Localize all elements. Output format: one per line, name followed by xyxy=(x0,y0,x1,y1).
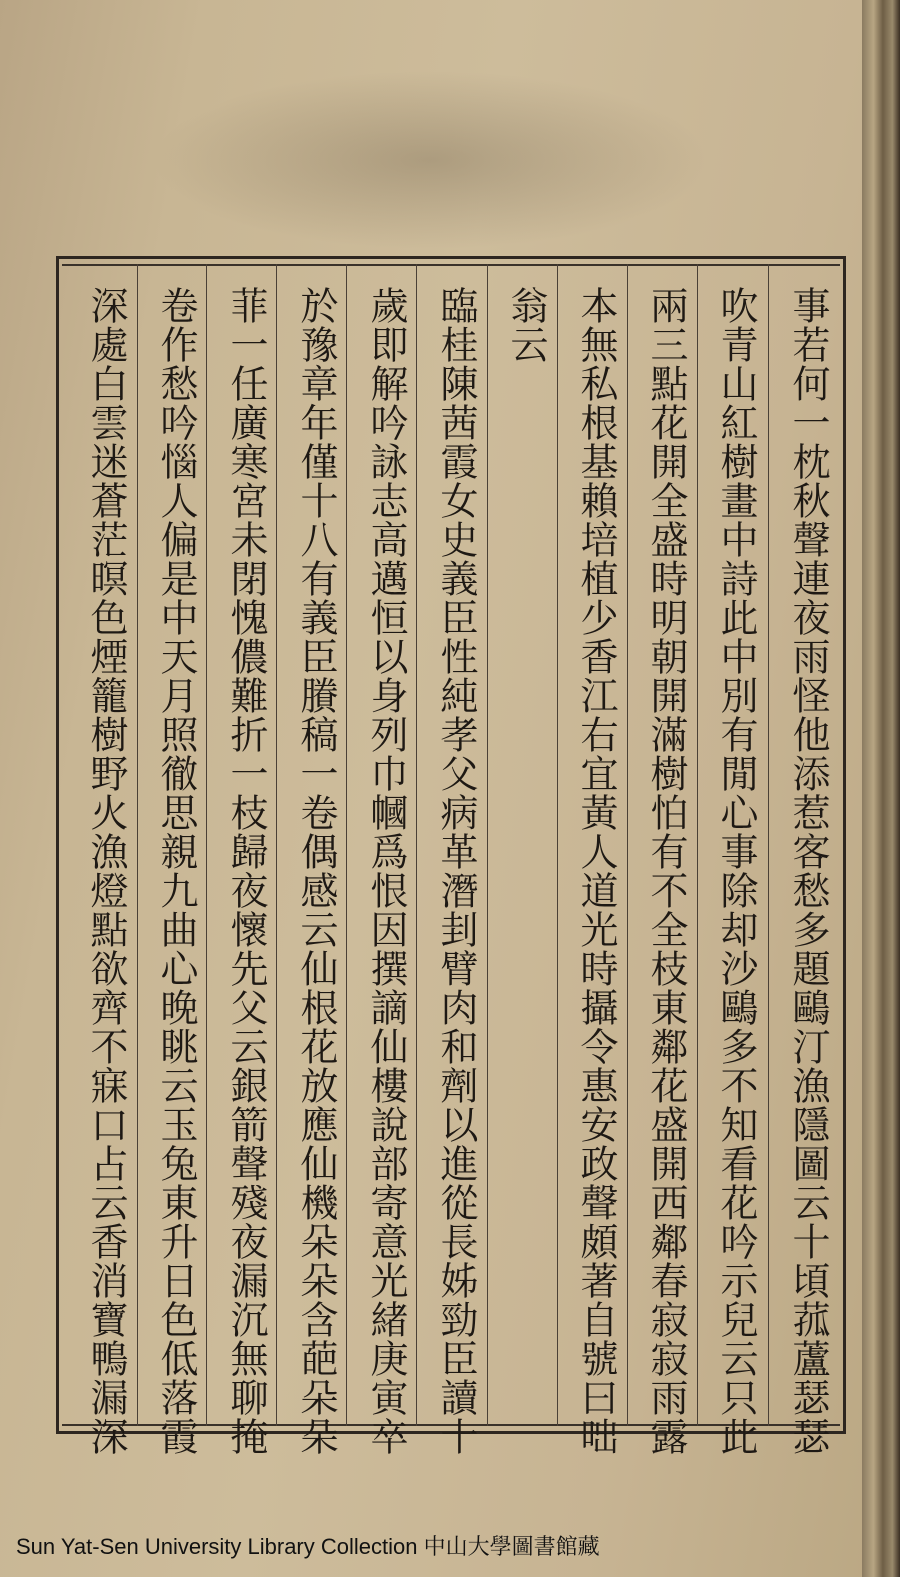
text-column-2: 吹青山紅樹畫中詩此中別有閒心事除却沙鷗多不知看花吟示兒云只此 xyxy=(714,286,758,1456)
column-rule xyxy=(697,264,698,1426)
column-rule xyxy=(627,264,628,1426)
text-column-8: 於豫章年僅十八有義臣賸稿一卷偶感云仙根花放應仙機朵朵含葩朵朵 xyxy=(294,286,338,1456)
collection-credit: Sun Yat-Sen University Library Collection 中山大學圖書館藏 xyxy=(16,1534,600,1559)
column-rule xyxy=(416,264,417,1426)
text-column-10: 卷作愁吟惱人偏是中天月照徹思親九曲心晚眺云玉兔東升日色低落霞 xyxy=(154,286,198,1456)
text-column-3: 兩三點花開全盛時明朝開滿樹怕有不全枝東鄰花盛開西鄰春寂寂雨露 xyxy=(644,286,688,1456)
text-column-7: 歲即解吟詠志高邁恒以身列巾幗爲恨因撰謫仙樓說部寄意光緒庚寅卒 xyxy=(364,286,408,1456)
column-rule xyxy=(487,264,488,1426)
text-column-1: 事若何一枕秋聲連夜雨怪他添惹客愁多題鷗汀漁隱圖云十頃菰蘆瑟瑟 xyxy=(786,286,830,1456)
text-column-4: 本無私根基賴培植少香江右宜黃人道光時攝令惠安政聲頗著自號曰咄 xyxy=(574,286,618,1456)
paper-stain xyxy=(150,70,710,250)
text-column-11: 深處白雲迷蒼茫暝色煙籠樹野火漁燈點欲齊不寐口占云香消寶鴨漏深 xyxy=(84,286,128,1456)
column-rule xyxy=(206,264,207,1426)
text-column-5: 翁云 xyxy=(504,286,548,364)
column-rule xyxy=(768,264,769,1426)
column-rule xyxy=(557,264,558,1426)
column-rule xyxy=(346,264,347,1426)
column-rule xyxy=(137,264,138,1426)
text-column-9: 菲一任廣寒宮未閉愧儂難折一枝歸夜懷先父云銀箭聲殘夜漏沉無聊掩 xyxy=(224,286,268,1456)
text-column-6: 臨桂陳茜霞女史義臣性純孝父病革潛刲臂肉和劑以進從長姊勁臣讀十 xyxy=(434,286,478,1456)
book-spine-edge xyxy=(862,0,900,1577)
column-rule xyxy=(276,264,277,1426)
frame-inner-top-rule xyxy=(62,264,840,266)
